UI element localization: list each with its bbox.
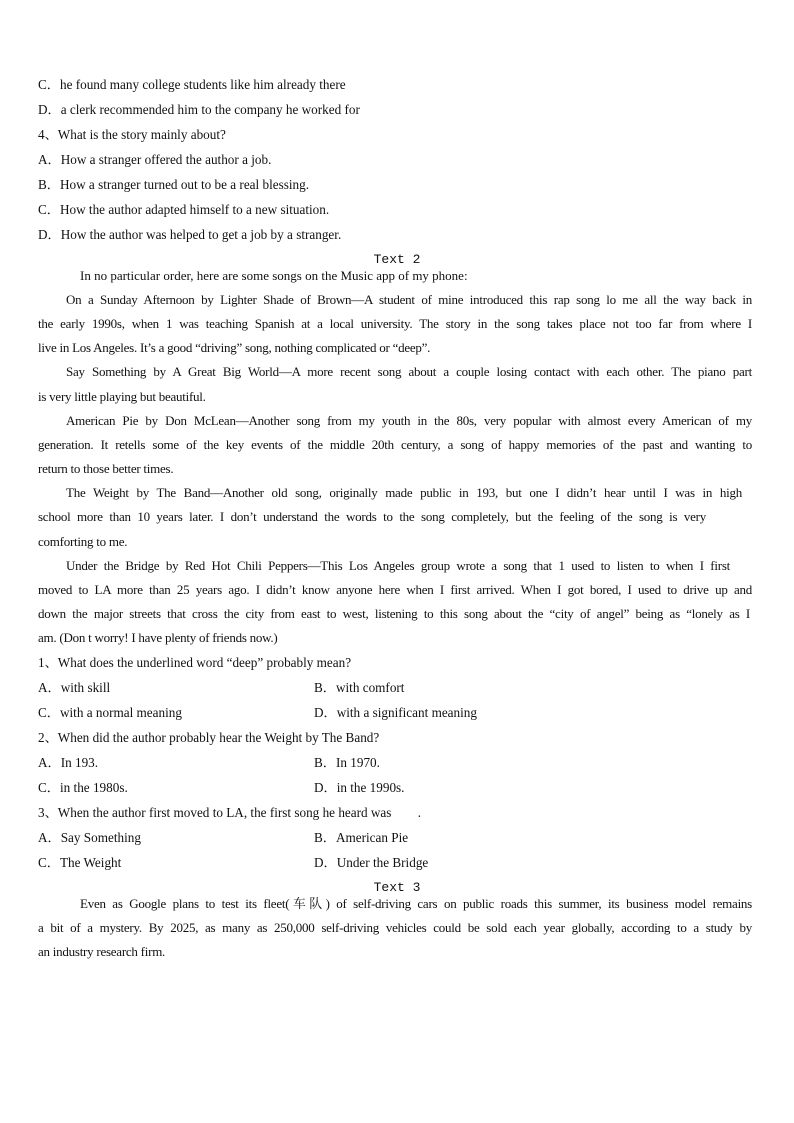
paragraph-line: return to those better times.: [38, 461, 174, 476]
paragraph-line: American Pie by Don McLean—Another song from my youth in the 80s, very popular with almost every American of my: [66, 413, 752, 428]
option-d: D．How the author was helped to get a job by a stranger.: [38, 227, 342, 242]
paragraph-line: am. (Don t worry! I have plenty of friends now.): [38, 630, 278, 645]
option-a: A．How a stranger offered the author a job.: [38, 152, 272, 167]
option-b: B．How a stranger turned out to be a real blessing.: [38, 177, 310, 192]
paragraph-line: an industry research firm.: [38, 944, 166, 959]
section-title: Text 2: [373, 252, 421, 267]
section-title: Text 3: [373, 880, 421, 895]
option-b: B．In 1970.: [314, 755, 380, 770]
option-a: A．Say Something: [38, 830, 141, 845]
question-stem: 1、What does the underlined word “deep” probably mean?: [38, 655, 352, 670]
option-a: A．In 193.: [38, 755, 99, 770]
paragraph-line: live in Los Angeles. It’s a good “driving” song, nothing complicated or “deep”.: [38, 340, 431, 355]
paragraph-line: school more than 10 years later. I don’t understand the words to the song completely, but the feeling of the song is very: [38, 509, 706, 524]
question-stem: 2、When did the author probably hear the Weight by The Band?: [38, 730, 380, 745]
option-d: D．with a significant meaning: [314, 705, 477, 720]
paragraph-line: Say Something by A Great Big World—A more recent song about a couple losing contact with each other. The piano part: [66, 364, 752, 379]
paragraph-line: down the major streets that cross the city from east to west, listening to this song about the “city of angel” being as “lonely as I: [38, 606, 750, 621]
paragraph-line: is very little playing but beautiful.: [38, 389, 206, 404]
question-stem: 3、When the author first moved to LA, the first song he heard was .: [38, 805, 422, 820]
paragraph-line: generation. It retells some of the key events of the middle 20th century, a song of happy memories of the past and wanting to: [38, 437, 752, 452]
option-b: B．American Pie: [314, 830, 409, 845]
option-d: D．Under the Bridge: [314, 855, 429, 870]
option-c: C．The Weight: [38, 855, 122, 870]
option-c: C．How the author adapted himself to a new situation.: [38, 202, 330, 217]
option-b: B．with comfort: [314, 680, 405, 695]
paragraph-line: Under the Bridge by Red Hot Chili Peppers—This Los Angeles group wrote a song that 1 used to listen to when I first: [66, 558, 730, 573]
paragraph-line: On a Sunday Afternoon by Lighter Shade of Brown—A student of mine introduced this rap song lo me all the way back in: [66, 292, 752, 307]
question-stem: 4、What is the story mainly about?: [38, 127, 226, 142]
paragraph-line: the early 1990s, when 1 was teaching Spanish at a local university. The story in the song takes place not too far from where I: [38, 316, 752, 331]
paragraph-line: a bit of a mystery. By 2025, as many as 250,000 self-driving vehicles could be sold each year globally, according to a study by: [38, 920, 752, 935]
option-c: C．in the 1980s.: [38, 780, 128, 795]
paragraph-line: moved to LA more than 25 years ago. I didn’t know anyone here when I first arrived. When I got bored, I used to drive up and: [38, 582, 752, 597]
paragraph-line: Even as Google plans to test its fleet(车队) of self-driving cars on public roads this summer, its business model remains: [80, 896, 752, 911]
option-d: D．a clerk recommended him to the company he worked for: [38, 102, 360, 117]
option-d: D．in the 1990s.: [314, 780, 405, 795]
option-a: A．with skill: [38, 680, 111, 695]
option-c: C．he found many college students like him already there: [38, 77, 346, 92]
paragraph-line: comforting to me.: [38, 534, 128, 549]
paragraph-line: In no particular order, here are some songs on the Music app of my phone:: [80, 268, 468, 283]
paragraph-line: The Weight by The Band—Another old song, originally made public in 193, but one I didn’t hear until I was in high: [66, 485, 742, 500]
option-c: C．with a normal meaning: [38, 705, 182, 720]
